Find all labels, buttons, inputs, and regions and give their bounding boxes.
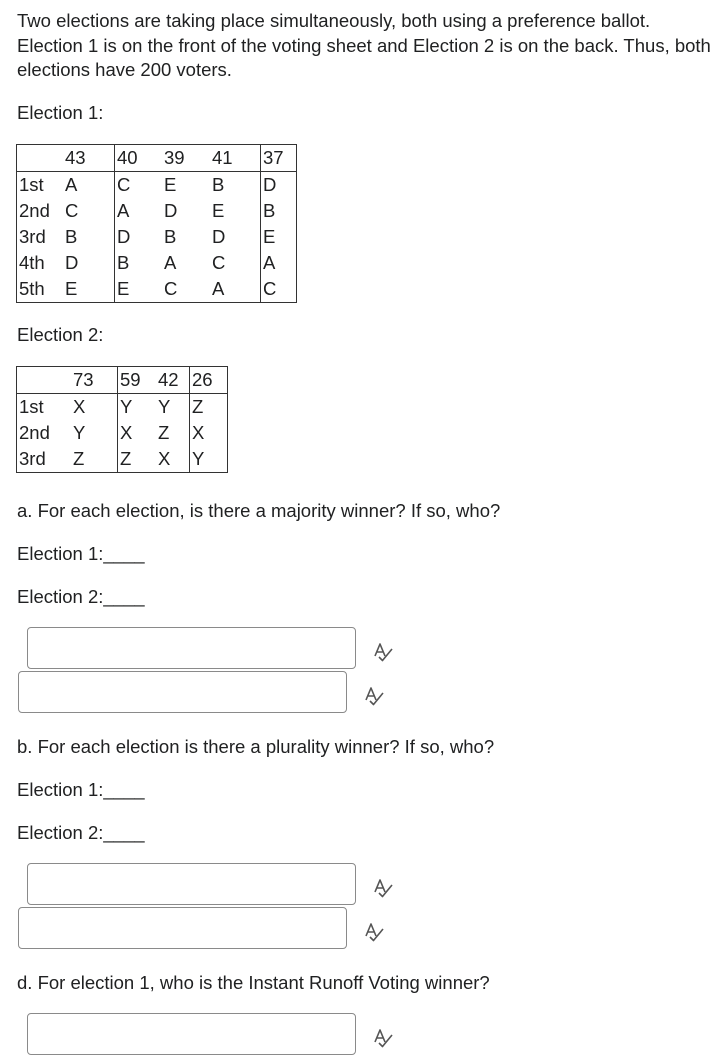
table-cell: D bbox=[115, 224, 163, 250]
rank-label: 3rd bbox=[19, 226, 46, 247]
table-cell: D bbox=[261, 172, 297, 199]
rank-label: 2nd bbox=[19, 200, 50, 221]
table-row bbox=[17, 224, 297, 250]
table-cell: D bbox=[164, 200, 178, 221]
table-corner-cell bbox=[17, 367, 72, 394]
table-cell: C bbox=[65, 200, 79, 221]
count-cell: 42 bbox=[156, 367, 190, 394]
question-b-election1-line: Election 1:____ bbox=[17, 779, 145, 800]
spell-check-icon[interactable] bbox=[372, 876, 398, 898]
table-cell: A bbox=[261, 250, 297, 276]
table-cell: A bbox=[164, 252, 177, 273]
question-a-election2-line: Election 2:____ bbox=[17, 586, 145, 607]
count-cell: 73 bbox=[71, 367, 118, 394]
table-cell: Y bbox=[190, 446, 228, 473]
table-cell: X bbox=[190, 420, 228, 446]
table-row bbox=[17, 420, 228, 446]
table-row bbox=[17, 250, 297, 276]
table-corner-cell bbox=[17, 145, 64, 172]
answer-a2-input[interactable] bbox=[18, 671, 347, 713]
table-row bbox=[17, 198, 297, 224]
table-row bbox=[17, 276, 297, 303]
table-cell: C bbox=[261, 276, 297, 303]
question-a-election1-line: Election 1:____ bbox=[17, 543, 145, 564]
table-cell: Y bbox=[118, 394, 157, 421]
table-cell: X bbox=[158, 448, 171, 469]
election1-heading: Election 1: bbox=[17, 102, 104, 123]
count-cell: 37 bbox=[261, 145, 297, 172]
table-cell: E bbox=[212, 200, 225, 221]
table-cell: E bbox=[65, 278, 78, 299]
question-d-text: d. For election 1, who is the Instant Runoff Voting winner? bbox=[17, 972, 490, 993]
spell-check-icon[interactable] bbox=[363, 684, 389, 706]
table-cell: Z bbox=[190, 394, 228, 421]
table-cell: X bbox=[118, 420, 157, 446]
table-row bbox=[17, 172, 297, 199]
election1-table bbox=[16, 144, 297, 303]
table-header-row bbox=[17, 367, 228, 394]
table-cell: Z bbox=[158, 422, 170, 443]
table-cell: B bbox=[115, 250, 163, 276]
table-cell: B bbox=[212, 174, 225, 195]
table-cell: B bbox=[65, 226, 78, 247]
table-cell: E bbox=[261, 224, 297, 250]
rank-label: 1st bbox=[19, 396, 44, 417]
table-row bbox=[17, 394, 228, 421]
rank-label: 4th bbox=[19, 252, 45, 273]
table-cell: C bbox=[164, 278, 178, 299]
count-cell: 59 bbox=[118, 367, 157, 394]
table-cell: B bbox=[164, 226, 177, 247]
table-cell: A bbox=[115, 198, 163, 224]
count-cell: 39 bbox=[162, 145, 210, 172]
table-cell: D bbox=[212, 226, 226, 247]
spell-check-icon[interactable] bbox=[363, 920, 389, 942]
rank-label: 3rd bbox=[19, 448, 46, 469]
answer-b2-input[interactable] bbox=[18, 907, 347, 949]
table-cell: Y bbox=[158, 396, 171, 417]
rank-label: 5th bbox=[19, 278, 45, 299]
intro-text: Two elections are taking place simultaneously, both using a preference ballot. Election 1 is on the front of the voting sheet and Election 2 is on the back. Thus, both elections have 200 voters. bbox=[17, 10, 711, 80]
rank-label: 1st bbox=[19, 174, 44, 195]
table-cell: Z bbox=[118, 446, 157, 473]
answer-b1-input[interactable] bbox=[27, 863, 356, 905]
question-b-election2-line: Election 2:____ bbox=[17, 822, 145, 843]
spell-check-icon[interactable] bbox=[372, 1026, 398, 1048]
table-cell: D bbox=[65, 252, 79, 273]
table-cell: E bbox=[164, 174, 177, 195]
rank-label: 2nd bbox=[19, 422, 50, 443]
table-cell: A bbox=[65, 174, 78, 195]
election2-table bbox=[16, 366, 228, 473]
question-a-text: a. For each election, is there a majority winner? If so, who? bbox=[17, 500, 501, 521]
table-header-row bbox=[17, 145, 297, 172]
count-cell: 43 bbox=[63, 145, 115, 172]
spell-check-icon[interactable] bbox=[372, 640, 398, 662]
question-b-text: b. For each election is there a plurality winner? If so, who? bbox=[17, 736, 495, 757]
table-cell: Z bbox=[73, 448, 85, 469]
count-cell: 40 bbox=[115, 145, 163, 172]
table-cell: Y bbox=[73, 422, 86, 443]
count-cell: 26 bbox=[190, 367, 228, 394]
table-cell: X bbox=[73, 396, 86, 417]
table-cell: E bbox=[115, 276, 163, 303]
answer-d-input[interactable] bbox=[27, 1013, 356, 1055]
table-cell: B bbox=[261, 198, 297, 224]
election2-heading: Election 2: bbox=[17, 324, 104, 345]
table-cell: C bbox=[115, 172, 163, 199]
table-cell: A bbox=[212, 278, 225, 299]
table-cell: C bbox=[212, 252, 226, 273]
table-row bbox=[17, 446, 228, 473]
answer-a1-input[interactable] bbox=[27, 627, 356, 669]
count-cell: 41 bbox=[210, 145, 261, 172]
